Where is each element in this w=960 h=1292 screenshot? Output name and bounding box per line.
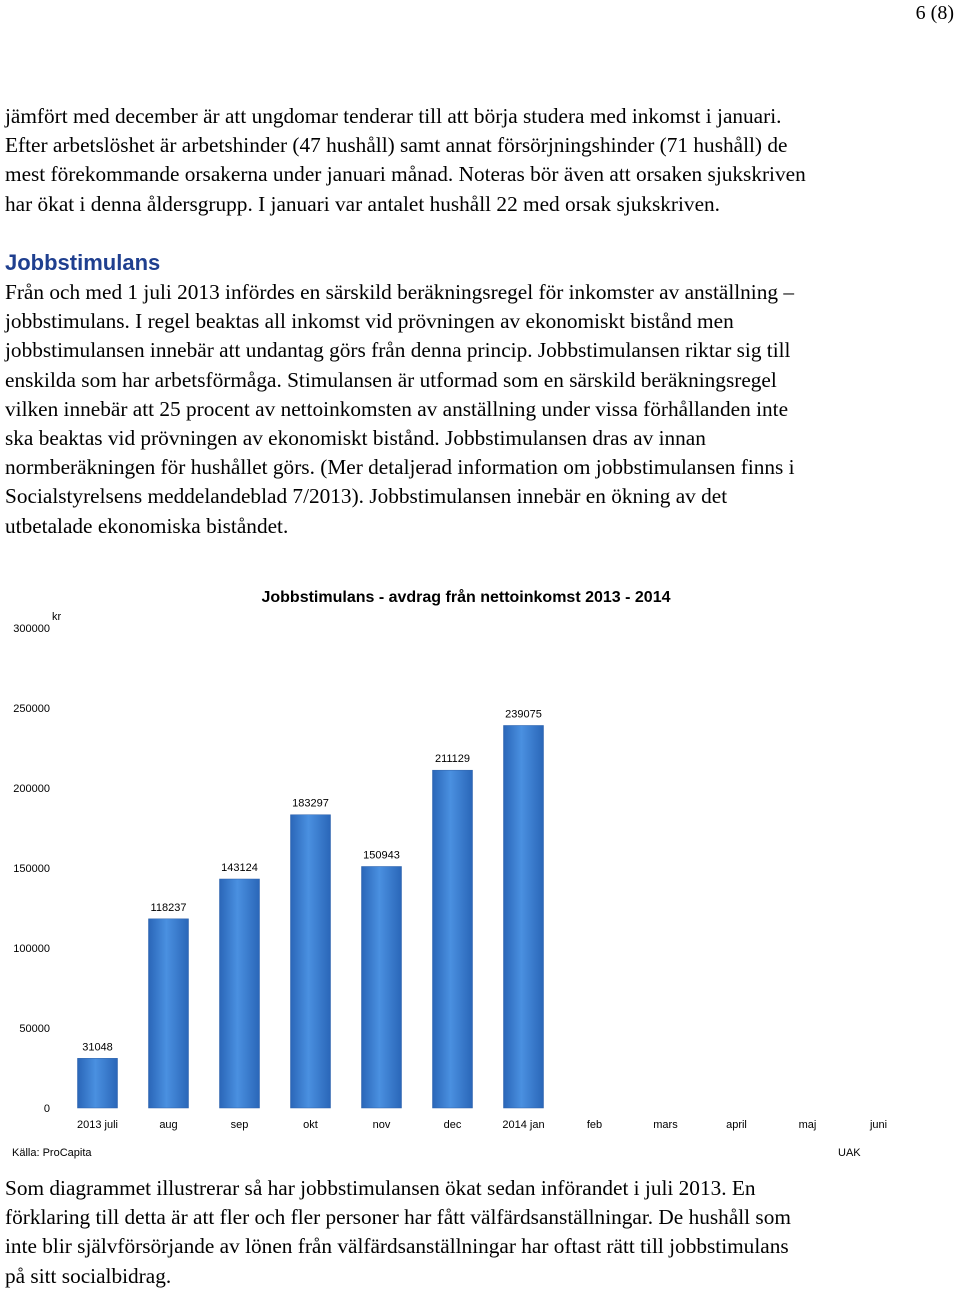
x-tick-label: juni — [869, 1119, 888, 1131]
y-tick-label: 150000 — [13, 863, 50, 875]
intro-line: jämfört med december är att ungdomar tenderar till att börja studera med inkomst i januari. — [5, 104, 782, 128]
y-axis-unit-label: kr — [52, 611, 62, 623]
x-tick-label: 2013 juli — [77, 1119, 118, 1131]
section-line: Från och med 1 juli 2013 infördes en särskild beräkningsregel för inkomster av anställning – — [5, 280, 794, 304]
intro-paragraph — [5, 102, 955, 219]
bar — [78, 1058, 118, 1108]
chart-title: Jobbstimulans - avdrag från nettoinkomst 2013 - 2014 — [261, 589, 671, 606]
y-tick-label: 200000 — [13, 783, 50, 795]
data-label: 143124 — [221, 862, 258, 875]
bar — [504, 725, 544, 1108]
chart-source-label: Källa: ProCapita — [12, 1147, 92, 1159]
chart-source-org-label: UAK — [838, 1147, 861, 1159]
y-tick-label: 100000 — [13, 943, 50, 955]
conclusion-paragraph — [5, 1174, 955, 1291]
data-label: 183297 — [292, 797, 329, 810]
y-tick-label: 50000 — [19, 1023, 50, 1035]
conclusion-line: inte blir självförsörjande av lönen från välfärdsanställningar har oftast rätt till jobbstimulans — [5, 1234, 789, 1259]
data-label: 150943 — [363, 849, 400, 862]
page-number: 6 (8) — [915, 2, 954, 24]
intro-line: Efter arbetslöshet är arbetshinder (47 hushåll) samt annat försörjningshinder (71 hushåll) de — [5, 133, 788, 158]
intro-line: mest förekommande orsakerna under januari månad. Noteras bör även att orsaken sjukskriven — [5, 162, 806, 187]
x-tick-label: maj — [798, 1119, 817, 1131]
data-label: 239075 — [505, 708, 542, 721]
conclusion-line: på sitt socialbidrag. — [5, 1263, 172, 1288]
section-line: enskilda som har arbetsförmåga. Stimulansen är utformad som en särskild beräkningsregel — [5, 367, 777, 392]
section-heading: Jobbstimulans — [5, 250, 161, 275]
bar — [291, 815, 331, 1108]
x-tick-label: mars — [653, 1119, 678, 1131]
section-line: vilken innebär att 25 procent av nettoinkomsten av anställning under vissa förhållanden inte — [5, 396, 789, 421]
data-label: 118237 — [150, 901, 187, 914]
x-tick-label: april — [726, 1119, 747, 1131]
section-line: utbetalade ekonomiska biståndet. — [5, 513, 289, 538]
x-tick-label: nov — [372, 1119, 391, 1131]
bar — [149, 919, 189, 1108]
section-line: ska beaktas vid prövningen av ekonomiskt bistånd. Jobbstimulansen dras av innan — [5, 426, 706, 451]
x-tick-label: 2014 jan — [502, 1119, 545, 1131]
intro-line: har ökat i denna åldersgrupp. I januari var antalet hushåll 22 med orsak sjukskriven. — [5, 191, 721, 216]
conclusion-line: Som diagrammet illustrerar så har jobbstimulansen ökat sedan införandet i juli 2013. En — [5, 1176, 756, 1200]
bar — [220, 879, 260, 1108]
bar — [362, 866, 402, 1108]
section-line: Socialstyrelsens meddelandeblad 7/2013). Jobbstimulansen innebär en ökning av det — [5, 484, 728, 509]
section-line: jobbstimulansen innebär att undantag görs från denna princip. Jobbstimulansen riktar sig till — [5, 338, 791, 363]
bar — [433, 770, 473, 1108]
data-label: 31048 — [82, 1041, 113, 1054]
x-tick-label: aug — [159, 1119, 178, 1131]
y-tick-label: 250000 — [13, 703, 50, 715]
x-tick-label: dec — [443, 1119, 462, 1131]
x-tick-label: sep — [230, 1119, 249, 1131]
x-tick-label: feb — [586, 1119, 603, 1131]
section-paragraph — [5, 278, 955, 541]
section-line: normberäkningen för hushållet görs. (Mer detaljerad information om jobbstimulansen finns i — [5, 455, 795, 480]
x-tick-label: okt — [303, 1119, 318, 1131]
data-label: 211129 — [434, 753, 471, 766]
conclusion-line: förklaring till detta är att fler och fler personer har fått välfärdsanställningar. De hushåll som — [5, 1205, 791, 1230]
section-line: jobbstimulans. I regel beaktas all inkomst vid prövningen av ekonomiskt bistånd men — [5, 309, 734, 334]
y-tick-label: 300000 — [13, 623, 50, 635]
y-tick-label: 0 — [43, 1103, 50, 1115]
jobbstimulans-bar-chart — [0, 578, 960, 1164]
